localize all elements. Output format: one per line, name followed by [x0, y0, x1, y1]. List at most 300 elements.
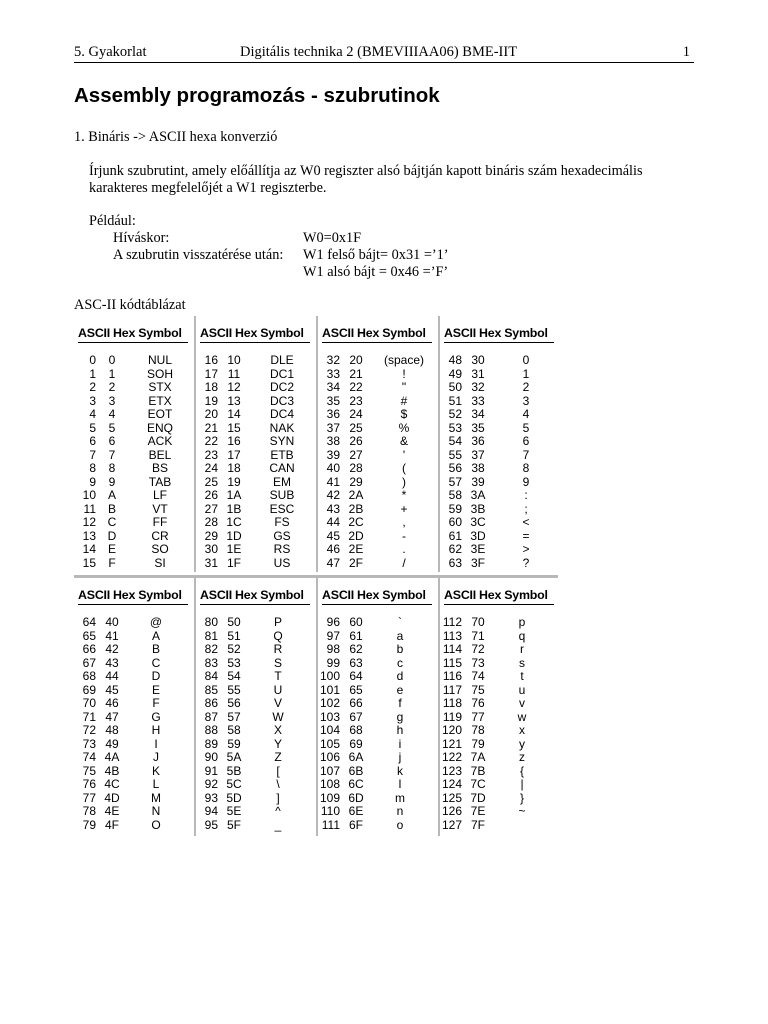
- ascii-row: [196, 543, 314, 557]
- ascii-symbol: v: [519, 696, 525, 710]
- ascii-decimal: 30: [204, 542, 218, 556]
- ascii-symbol: BS: [151, 461, 168, 475]
- ascii-symbol: =: [522, 528, 530, 543]
- ascii-row: [440, 724, 558, 738]
- ascii-symbol: CR: [151, 528, 169, 543]
- ascii-decimal: 59: [448, 501, 462, 516]
- ascii-hex: A: [107, 488, 116, 502]
- ascii-decimal: 115: [442, 655, 462, 670]
- ascii-row: [196, 408, 314, 422]
- ascii-symbol: &: [399, 434, 408, 448]
- ascii-symbol: GS: [273, 528, 291, 543]
- ascii-row: [74, 543, 192, 557]
- ascii-row: [74, 395, 192, 409]
- ascii-row: [196, 778, 314, 792]
- ascii-symbol: SYN: [269, 434, 295, 448]
- column-header: [200, 326, 310, 343]
- ascii-symbol: f: [398, 696, 402, 710]
- ascii-hex: 21: [349, 366, 363, 381]
- ascii-row: [74, 462, 192, 476]
- ascii-hex: 70: [471, 615, 485, 629]
- ascii-symbol: STX: [148, 380, 172, 394]
- ascii-hex: 58: [227, 723, 241, 737]
- ascii-hex: 2D: [348, 528, 364, 543]
- ascii-symbol: EOT: [147, 407, 173, 421]
- ascii-hex: 40: [105, 615, 119, 629]
- ascii-row: [318, 503, 436, 517]
- ascii-decimal: 87: [204, 709, 218, 724]
- ascii-row: [318, 435, 436, 449]
- header-symbol: Symbol: [138, 326, 182, 340]
- ascii-symbol: m: [395, 790, 405, 805]
- ascii-symbol: I: [154, 736, 158, 751]
- ascii-decimal: 51: [448, 393, 462, 408]
- ascii-hex: 7B: [470, 763, 486, 778]
- header-symbol: Symbol: [504, 588, 548, 602]
- ascii-hex: 4: [108, 407, 116, 421]
- ascii-decimal: 78: [82, 804, 96, 818]
- ascii-symbol: t: [520, 669, 524, 683]
- ascii-decimal: 57: [448, 474, 462, 489]
- ascii-hex: 6: [108, 434, 116, 448]
- header-ascii: ASCII: [78, 326, 111, 340]
- ascii-hex: 75: [471, 682, 485, 697]
- ascii-symbol: V: [273, 696, 282, 710]
- ascii-symbol: U: [273, 682, 283, 697]
- ascii-decimal: 24: [204, 461, 218, 475]
- ascii-decimal: 20: [204, 407, 218, 421]
- ascii-hex: 2E: [348, 542, 364, 556]
- ascii-row: [196, 462, 314, 476]
- ascii-row: [196, 738, 314, 752]
- ascii-decimal: 55: [448, 447, 462, 462]
- header-left: 5. Gyakorlat: [74, 44, 147, 60]
- ascii-hex: 37: [471, 447, 485, 462]
- ascii-symbol: ?: [522, 555, 530, 570]
- ascii-symbol: ^: [275, 804, 281, 818]
- ascii-symbol: d: [396, 669, 404, 683]
- ascii-hex: 14: [227, 407, 241, 421]
- ascii-rows: [440, 616, 558, 832]
- ascii-row: [318, 657, 436, 671]
- ascii-symbol: E: [151, 682, 160, 697]
- ascii-symbol: r: [520, 642, 524, 656]
- ascii-row: [440, 449, 558, 463]
- ascii-row: [196, 489, 314, 503]
- ascii-hex: 4D: [104, 790, 120, 805]
- ascii-row: [74, 819, 192, 833]
- ascii-row: [74, 643, 192, 657]
- ascii-hex: 7C: [470, 777, 486, 791]
- ascii-decimal: 99: [326, 655, 340, 670]
- ascii-decimal: 15: [82, 555, 96, 570]
- ascii-decimal: 49: [448, 366, 462, 381]
- ascii-row: [440, 630, 558, 644]
- ascii-row: [196, 557, 314, 571]
- ascii-decimal: 3: [89, 393, 96, 408]
- ascii-column: [196, 316, 314, 572]
- ascii-row: [318, 778, 436, 792]
- ascii-row: [440, 476, 558, 490]
- ascii-column: [440, 578, 558, 836]
- ascii-decimal: 71: [82, 709, 96, 724]
- ascii-hex: 46: [105, 696, 119, 710]
- ascii-decimal: 60: [448, 515, 462, 529]
- ascii-symbol: ESC: [269, 501, 295, 516]
- ascii-column: [196, 578, 314, 836]
- ascii-decimal: 32: [326, 353, 340, 367]
- ascii-symbol: G: [151, 709, 161, 724]
- ascii-decimal: 53: [448, 420, 462, 435]
- ascii-hex: 73: [471, 655, 485, 670]
- ascii-hex: 77: [471, 709, 485, 724]
- ascii-decimal: 56: [448, 461, 462, 475]
- ascii-row: [74, 657, 192, 671]
- ascii-decimal: 112: [442, 615, 462, 629]
- ascii-row: [196, 435, 314, 449]
- ascii-row: [318, 765, 436, 779]
- ascii-row: [440, 616, 558, 630]
- ascii-decimal: 10: [82, 488, 96, 502]
- ascii-row: [196, 516, 314, 530]
- ascii-row: [318, 462, 436, 476]
- ascii-symbol: M: [151, 790, 161, 805]
- ascii-decimal: 50: [448, 380, 462, 394]
- ascii-row: [196, 530, 314, 544]
- ascii-hex: 1D: [226, 528, 242, 543]
- ascii-decimal: 62: [448, 542, 462, 556]
- ascii-hex: 5A: [226, 750, 242, 764]
- ascii-row: [74, 616, 192, 630]
- ascii-hex: 56: [227, 696, 241, 710]
- ascii-column: [74, 578, 192, 836]
- ascii-row: [74, 805, 192, 819]
- ascii-hex: 42: [105, 642, 119, 656]
- ascii-decimal: 9: [89, 474, 96, 489]
- ascii-row: [196, 503, 314, 517]
- ascii-hex: 79: [471, 736, 485, 751]
- ascii-row: [318, 616, 436, 630]
- ascii-hex: 3E: [470, 542, 486, 556]
- ascii-symbol: q: [518, 628, 526, 643]
- ascii-decimal: 101: [319, 682, 340, 697]
- ascii-decimal: 121: [441, 736, 462, 751]
- ascii-row: [196, 657, 314, 671]
- ascii-row: [196, 697, 314, 711]
- ascii-symbol: !: [402, 366, 406, 381]
- ascii-row: [196, 381, 314, 395]
- ascii-hex: 43: [105, 655, 119, 670]
- table-caption: ASC-II kódtáblázat: [74, 297, 186, 313]
- header-ascii: ASCII: [200, 588, 233, 602]
- ascii-row: [440, 765, 558, 779]
- ascii-decimal: 39: [326, 447, 340, 462]
- ascii-decimal: 80: [204, 615, 218, 629]
- ascii-symbol: n: [396, 804, 404, 818]
- ascii-decimal: 45: [326, 528, 340, 543]
- ascii-decimal: 40: [326, 461, 340, 475]
- ascii-decimal: 107: [319, 763, 340, 778]
- ascii-hex: 3F: [470, 555, 485, 570]
- ascii-row: [74, 354, 192, 368]
- ascii-symbol: S: [273, 655, 282, 670]
- ascii-symbol: z: [519, 750, 525, 764]
- ascii-hex: 1C: [226, 515, 242, 529]
- ascii-symbol: Q: [273, 628, 283, 643]
- ascii-decimal: 85: [204, 682, 218, 697]
- ascii-symbol: ETX: [148, 393, 172, 408]
- header-ascii: ASCII: [444, 588, 477, 602]
- ascii-symbol: ,: [402, 515, 406, 529]
- ascii-decimal: 41: [326, 474, 340, 489]
- ascii-symbol: O: [151, 817, 161, 832]
- ascii-row: [318, 530, 436, 544]
- ascii-hex: 2B: [348, 501, 364, 516]
- ascii-decimal: 12: [82, 515, 96, 529]
- task-paragraph-line-2: karakteres megfelelőjét a W1 regiszterbe.: [89, 180, 327, 196]
- ascii-symbol: s: [519, 655, 525, 670]
- ascii-hex: 3: [108, 393, 116, 408]
- ascii-row: [318, 422, 436, 436]
- ascii-row: [196, 684, 314, 698]
- ascii-decimal: 109: [319, 790, 340, 805]
- ascii-row: [440, 643, 558, 657]
- column-header: [78, 588, 188, 605]
- ascii-row: [440, 395, 558, 409]
- ascii-decimal: 18: [204, 380, 218, 394]
- ascii-hex: 3A: [470, 488, 486, 502]
- ascii-row: [74, 738, 192, 752]
- ascii-row: [318, 751, 436, 765]
- ascii-row: [440, 792, 558, 806]
- ascii-row: [318, 724, 436, 738]
- ascii-decimal: 1: [89, 366, 96, 381]
- ascii-symbol: Y: [273, 736, 282, 751]
- ascii-hex: 53: [227, 655, 241, 670]
- ascii-symbol: J: [153, 750, 159, 764]
- ascii-decimal: 92: [204, 777, 218, 791]
- ascii-row: [196, 765, 314, 779]
- header-symbol: Symbol: [382, 326, 426, 340]
- ascii-symbol: TAB: [148, 474, 172, 489]
- ascii-decimal: 68: [82, 669, 96, 683]
- ascii-symbol: *: [401, 488, 407, 502]
- ascii-hex: 1: [108, 366, 116, 381]
- ascii-hex: 16: [227, 434, 241, 448]
- ascii-symbol: ACK: [147, 434, 173, 448]
- ascii-hex: 1A: [226, 488, 242, 502]
- ascii-symbol: i: [398, 736, 402, 751]
- header-symbol: Symbol: [504, 326, 548, 340]
- ascii-hex: 7: [108, 447, 116, 462]
- column-header: [200, 588, 310, 605]
- ascii-symbol: ): [402, 474, 406, 489]
- header-symbol: Symbol: [260, 326, 304, 340]
- ascii-hex: 7D: [470, 790, 486, 805]
- ascii-hex: 41: [105, 628, 119, 643]
- ascii-decimal: 44: [326, 515, 340, 529]
- ascii-row: [318, 449, 436, 463]
- page-number: 1: [682, 44, 690, 60]
- ascii-row: [318, 381, 436, 395]
- ascii-decimal: 65: [82, 628, 96, 643]
- ascii-row: [74, 792, 192, 806]
- ascii-decimal: 120: [441, 723, 462, 737]
- ascii-symbol: 4: [522, 407, 530, 421]
- ascii-row: [196, 724, 314, 738]
- ascii-rows: [318, 354, 436, 570]
- ascii-hex: 6D: [348, 790, 364, 805]
- ascii-symbol: NAK: [269, 420, 295, 435]
- ascii-decimal: 113: [442, 628, 462, 643]
- ascii-hex: 47: [105, 709, 119, 724]
- ascii-hex: 11: [227, 366, 241, 381]
- ascii-decimal: 19: [204, 393, 218, 408]
- ascii-symbol: SOH: [146, 366, 173, 381]
- call-value: W0=0x1F: [303, 230, 362, 246]
- ascii-symbol: l: [398, 777, 402, 791]
- ascii-row: [74, 751, 192, 765]
- ascii-hex: 29: [349, 474, 363, 489]
- ascii-row: [74, 435, 192, 449]
- ascii-hex: 30: [471, 353, 485, 367]
- ascii-rows: [318, 616, 436, 832]
- ascii-rows: [74, 616, 192, 832]
- ascii-symbol: e: [396, 682, 404, 697]
- ascii-hex: 7A: [470, 750, 486, 764]
- ascii-decimal: 104: [319, 723, 340, 737]
- ascii-row: [440, 711, 558, 725]
- ascii-symbol: FS: [274, 515, 290, 529]
- ascii-symbol: DC1: [269, 366, 294, 381]
- ascii-row: [440, 751, 558, 765]
- ascii-symbol: ;: [524, 501, 528, 516]
- ascii-row: [74, 489, 192, 503]
- ascii-hex: 54: [227, 669, 241, 683]
- ascii-symbol: D: [151, 669, 161, 683]
- ascii-decimal: 63: [448, 555, 462, 570]
- ascii-symbol: u: [518, 682, 526, 697]
- ascii-hex: 24: [349, 407, 363, 421]
- ascii-decimal: 126: [441, 804, 462, 818]
- ascii-hex: 5D: [226, 790, 242, 805]
- header-ascii: ASCII: [322, 588, 355, 602]
- example-label: Például:: [89, 213, 136, 229]
- ascii-decimal: 7: [89, 447, 96, 462]
- ascii-symbol: [: [276, 763, 280, 778]
- ascii-decimal: 77: [82, 790, 96, 805]
- ascii-row: [440, 503, 558, 517]
- ascii-hex: 5: [108, 420, 116, 435]
- ascii-decimal: 38: [326, 434, 340, 448]
- ascii-hex: E: [107, 542, 116, 556]
- ascii-decimal: 26: [204, 488, 218, 502]
- ascii-decimal: 110: [320, 804, 340, 818]
- ascii-row: [74, 503, 192, 517]
- ascii-symbol: VT: [152, 501, 168, 516]
- ascii-hex: 22: [349, 380, 363, 394]
- ascii-hex: 6A: [348, 750, 364, 764]
- ascii-hex: 2A: [348, 488, 364, 502]
- ascii-rows: [440, 354, 558, 570]
- ascii-hex: 31: [471, 366, 485, 381]
- ascii-hex: 51: [227, 628, 241, 643]
- ascii-decimal: 47: [326, 555, 340, 570]
- ascii-block-1: [74, 316, 558, 572]
- ascii-symbol: SI: [154, 555, 166, 570]
- ascii-row: [196, 354, 314, 368]
- ascii-symbol: p: [518, 615, 526, 629]
- ascii-symbol: CAN: [269, 461, 295, 475]
- column-header: [322, 326, 432, 343]
- ascii-symbol: y: [519, 736, 525, 751]
- ascii-hex: 49: [105, 736, 119, 751]
- ascii-row: [74, 381, 192, 395]
- ascii-rows: [74, 354, 192, 570]
- ascii-symbol: }: [519, 790, 524, 805]
- ascii-row: [74, 368, 192, 382]
- ascii-decimal: 111: [321, 817, 340, 832]
- ascii-hex: 5B: [226, 763, 242, 778]
- ascii-symbol: +: [400, 501, 408, 516]
- ascii-decimal: 69: [82, 682, 96, 697]
- ascii-row: [440, 805, 558, 819]
- ascii-hex: 3D: [470, 528, 486, 543]
- ascii-decimal: 64: [82, 615, 96, 629]
- ascii-row: [74, 697, 192, 711]
- ascii-row: [196, 805, 314, 819]
- ascii-symbol: 5: [522, 420, 530, 435]
- ascii-row: [74, 765, 192, 779]
- ascii-hex: 48: [105, 723, 119, 737]
- return-value-2: W1 alsó bájt = 0x46 =’F’: [303, 264, 449, 280]
- ascii-symbol: 2: [522, 380, 530, 394]
- ascii-symbol: W: [272, 709, 284, 724]
- ascii-column: [318, 578, 436, 836]
- ascii-decimal: 14: [82, 542, 96, 556]
- ascii-hex: 76: [471, 696, 485, 710]
- ascii-hex: 32: [471, 380, 485, 394]
- ascii-decimal: 4: [89, 407, 96, 421]
- ascii-decimal: 82: [204, 642, 218, 656]
- ascii-decimal: 72: [82, 723, 96, 737]
- ascii-symbol: R: [273, 642, 283, 656]
- ascii-hex: 52: [227, 642, 241, 656]
- ascii-decimal: 35: [326, 393, 340, 408]
- ascii-row: [196, 616, 314, 630]
- ascii-hex: 5E: [226, 804, 242, 818]
- ascii-hex: 60: [349, 615, 363, 629]
- ascii-symbol: K: [151, 763, 160, 778]
- ascii-hex: 38: [471, 461, 485, 475]
- ascii-hex: 1E: [226, 542, 242, 556]
- ascii-decimal: 0: [89, 353, 96, 367]
- ascii-hex: 57: [227, 709, 241, 724]
- ascii-hex: 4B: [104, 763, 120, 778]
- ascii-decimal: 96: [326, 615, 340, 629]
- ascii-decimal: 16: [204, 353, 218, 367]
- ascii-row: [74, 449, 192, 463]
- ascii-hex: 5F: [226, 817, 241, 832]
- ascii-decimal: 81: [204, 628, 218, 643]
- ascii-decimal: 124: [441, 777, 462, 791]
- ascii-row: [74, 530, 192, 544]
- ascii-decimal: 5: [89, 420, 96, 435]
- ascii-symbol: B: [151, 642, 160, 656]
- ascii-symbol: w: [517, 709, 527, 724]
- header-ascii: ASCII: [78, 588, 111, 602]
- ascii-hex: 50: [227, 615, 241, 629]
